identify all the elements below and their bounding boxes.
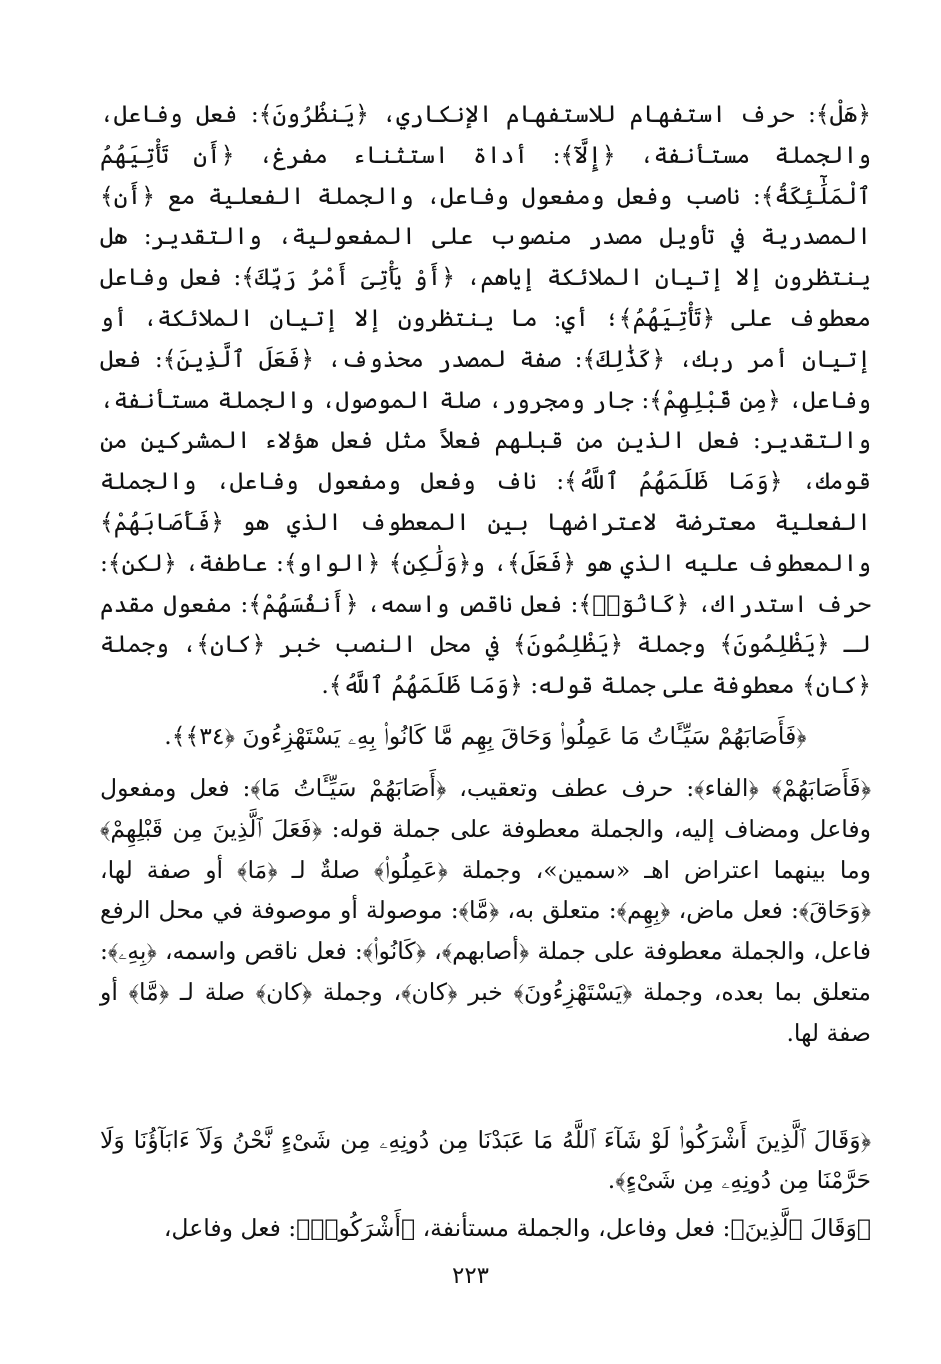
quran-verse-35: ﴿وَقَالَ ٱلَّذِينَ أَشْرَكُوا۟ لَوْ شَآءَ ٱللَّهُ مَا عَبَدْنَا مِن دُونِهِۦ مِن شَىْءٍ نَّحْنُ وَلَآ ءَابَآؤُنَا وَلَا حَرَّمْنَا مِن دُونِهِۦ مِن شَىْءٍ﴾. (100, 1125, 871, 1194)
commentary-paragraph-3: ﴿وَقَالَ ٱلَّذِينَ﴾: فعل وفاعل، والجملة مستأنفة، ﴿أَشْرَكُوا۟﴾: فعل وفاعل، (163, 1214, 871, 1242)
page-number: ٢٢٣ (451, 1263, 490, 1289)
commentary-paragraph-1: ﴿هَلْ﴾: حرف استفهام للاستفهام الإنكاري، ﴿يَنظُرُونَ﴾: فعل وفاعل، والجملة مستأنفة، ﴿إِلَّآ﴾: أداة استثناء مفرغ، ﴿أَن تَأْتِيَهُمُ ٱلْمَلَٰٓئِكَةُ﴾: ناصب وفعل ومفعول وفاعل، والجملة الفعلية مع ﴿أَن﴾ المصدرية في تأويل مصدر منصوب على المفعولية، والتقدير: هل ينتظرون إلا إتيان الملائكة إياهم، ﴿أَوْ يَأْتِىَ أَمْرُ رَبِّكَ﴾: فعل وفاعل معطوف على ﴿تَأْتِيَهُمُ﴾؛ أي: ما ينتظرون إلا إتيان الملائكة، أو إتيان أمر ربك، ﴿كَذَٰلِكَ﴾: صفة لمصدر محذوف، ﴿فَعَلَ ٱلَّذِينَ﴾: فعل وفاعل، ﴿مِن قَبْلِهِمْ﴾: جار ومجرور، صلة الموصول، والجملة مستأنفة، والتقدير: فعل الذين من قبلهم فعلاً مثل فعل هؤلاء المشركين من قومك، ﴿وَمَا ظَلَمَهُمُ ٱللَّهُ﴾: ناف وفعل ومفعول وفاعل، والجملة الفعلية معترضة لاعتراضها بين المعطوف الذي هو ﴿فَأَصَابَهُمْ﴾ والمعطوف عليه الذي هو ﴿فَعَلَ﴾، و﴿وَلَٰكِن﴾ ﴿الواو﴾: عاطفة، ﴿لكن﴾: حرف استدراك، ﴿كَانُوٓا۟﴾: فعل ناقص واسمه، ﴿أَنفُسَهُمْ﴾: مفعول مقدم لـ ﴿يَظْلِمُونَ﴾ وجملة ﴿يَظْلِمُونَ﴾ في محل النصب خبر ﴿كان﴾، وجملة ﴿كان﴾ معطوفة على جملة قوله: ﴿وَمَا ظَلَمَهُمُ ٱللَّهُ﴾. (100, 100, 871, 700)
commentary-paragraph-2: ﴿فَأَصَابَهُمْ﴾ ﴿الفاء﴾: حرف عطف وتعقيب، ﴿أَصَابَهُمْ سَيِّـَٔاتُ مَا﴾: فعل ومفعول وفاعل ومضاف إليه، والجملة معطوفة على جملة قوله: ﴿فَعَلَ ٱلَّذِينَ مِن قَبْلِهِمْ﴾ وما بينهما اعتراض اهـ «سمين»، وجملة ﴿عَمِلُوا۟﴾ صلةٌ لـ ﴿مَا﴾ أو صفة لها، ﴿وَحَاقَ﴾: فعل ماض، ﴿بِهِم﴾: متعلق به، ﴿مَّا﴾: موصولة أو موصوفة في محل الرفع فاعل، والجملة معطوفة على جملة ﴿أصابهم﴾، ﴿كَانُوا۟﴾: فعل ناقص واسمه، ﴿بِهِۦ﴾: متعلق بما بعده، وجملة ﴿يَسْتَهْزِءُونَ﴾ خبر ﴿كان﴾، وجملة ﴿كان﴾ صلة لـ ﴿مَّا﴾ أو صفة لها. (100, 774, 871, 1047)
quran-verse-34: ﴿فَأَصَابَهُمْ سَيِّـَٔاتُ مَا عَمِلُوا۟ وَحَاقَ بِهِم مَّا كَانُوا۟ بِهِۦ يَسْتَهْزِءُونَ ﴿٣٤﴾﴾. (164, 721, 807, 750)
